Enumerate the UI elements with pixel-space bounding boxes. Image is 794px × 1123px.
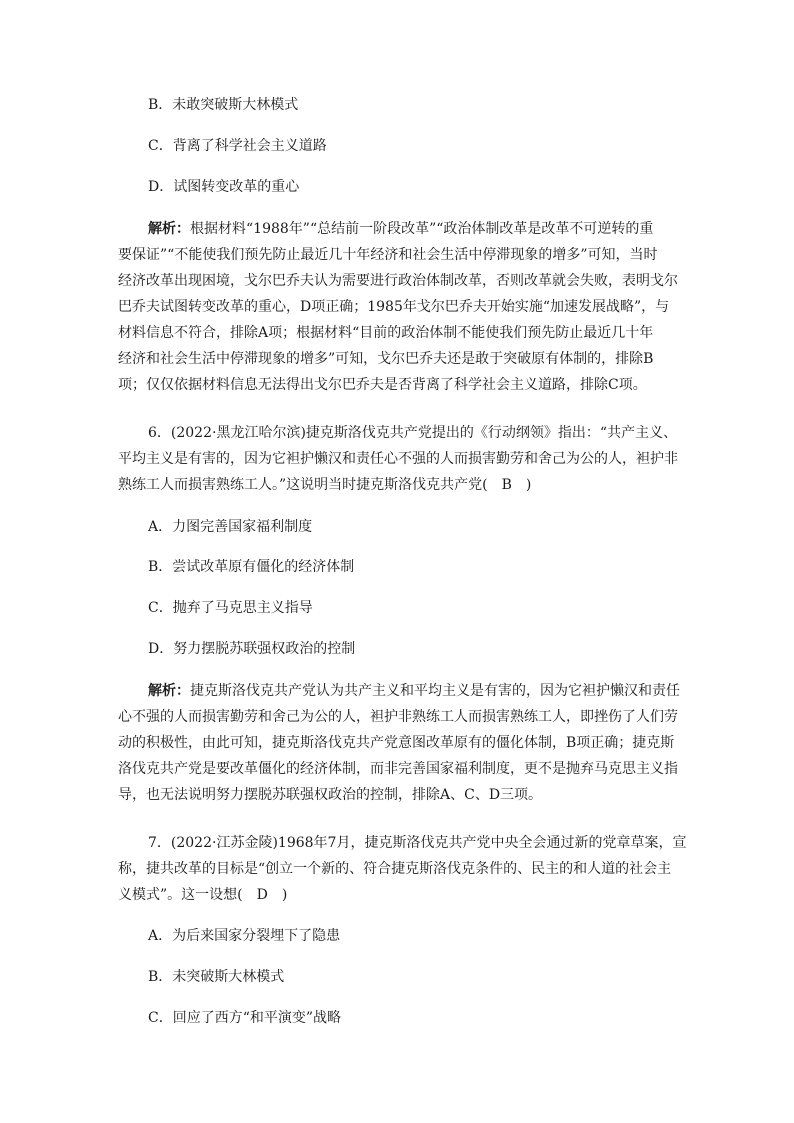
q5-analysis-line-5: 材料信息不符合，排除A项；根据材料“目前的政治体制不能使我们预先防止最近几十年 [118,325,654,341]
q7-option-a: A．为后来国家分裂埋下了隐患 [148,928,341,944]
q6-stem-line-2: 平均主义是有害的，因为它袒护懒汉和责任心不强的人而损害勤劳和舍己为公的人，袒护非 [118,451,678,467]
q6-analysis-line-2: 心不强的人而损害勤劳和舍己为公的人，袒护非熟练工人而损害熟练工人，即挫伤了人们劳 [118,709,678,725]
q5-analysis-line-6: 经济和社会生活中停滞现象的增多”可知，戈尔巴乔夫还是敢于突破原有体制的，排除B [118,351,654,367]
q6-analysis-line-5: 导，也无法说明努力摆脱苏联强权政治的控制，排除A、C、D三项。 [118,787,543,803]
q7-stem-line-3: 义模式”。这一设想( D ) [118,887,288,903]
q6-analysis-label: 解析： [148,683,190,699]
q7-stem-line-2: 称，捷共改革的目标是“创立一个新的、符合捷克斯洛伐克条件的、民主的和人道的社会主 [118,861,672,877]
q5-analysis-line-2: 要保证”“不能使我们预先防止最近几十年经济和社会生活中停滞现象的增多”可知，当时 [118,247,658,263]
q6-option-d: D．努力摆脱苏联强权政治的控制 [148,641,356,657]
q5-option-c: C．背离了科学社会主义道路 [148,138,327,154]
q6-analysis-line-4: 洛伐克共产党是要改革僵化的经济体制，而非完善国家福利制度，更不是抛弃马克思主义指 [118,761,678,777]
q6-option-a: A．力图完善国家福利制度 [148,519,313,535]
q5-analysis-line-3: 经济改革出现困境，戈尔巴乔夫认为需要进行政治体制改革，否则改革就会失败，表明戈尔 [118,273,678,289]
q6-option-c: C．抛弃了马克思主义指导 [148,600,313,616]
q7-stem-line-1: 7．(2022·江苏金陵)1968年7月，捷克斯洛伐克共产党中央全会通过新的党章草案，宣 [148,835,687,851]
q6-stem-line-3: 熟练工人而损害熟练工人。”这说明当时捷克斯洛伐克共产党( B ) [118,477,532,493]
q5-option-d: D．试图转变改革的重心 [148,179,300,195]
q5-analysis-label: 解析： [148,221,190,237]
q6-analysis-line-3: 动的积极性，由此可知，捷克斯洛伐克共产党意图改革原有的僵化体制，B项正确；捷克斯 [118,735,675,751]
q6-stem-line-1: 6．(2022·黑龙江哈尔滨)捷克斯洛伐克共产党提出的《行动纲领》指出：“共产主义、 [148,425,678,441]
q7-option-b: B．未突破斯大林模式 [148,969,285,985]
q5-analysis-line-7: 项；仅仅依据材料信息无法得出戈尔巴乔夫是否背离了科学社会主义道路，排除C项。 [118,377,647,393]
q5-analysis-line-4: 巴乔夫试图转变改革的重心，D项正确；1985年戈尔巴乔夫开始实施“加速发展战略”，与 [118,299,670,315]
q7-option-c: C．回应了西方“和平演变”战略 [148,1010,342,1026]
q6-option-b: B．尝试改革原有僵化的经济体制 [148,559,355,575]
q5-option-b: B．未敢突破斯大林模式 [148,97,299,113]
q5-analysis-line-1: 解析：根据材料“1988年”“总结前一阶段改革”“政治体制改革是改革不可逆转的重 [148,221,654,237]
q6-analysis-line-1: 解析：捷克斯洛伐克共产党认为共产主义和平均主义是有害的，因为它袒护懒汉和责任 [148,683,680,699]
